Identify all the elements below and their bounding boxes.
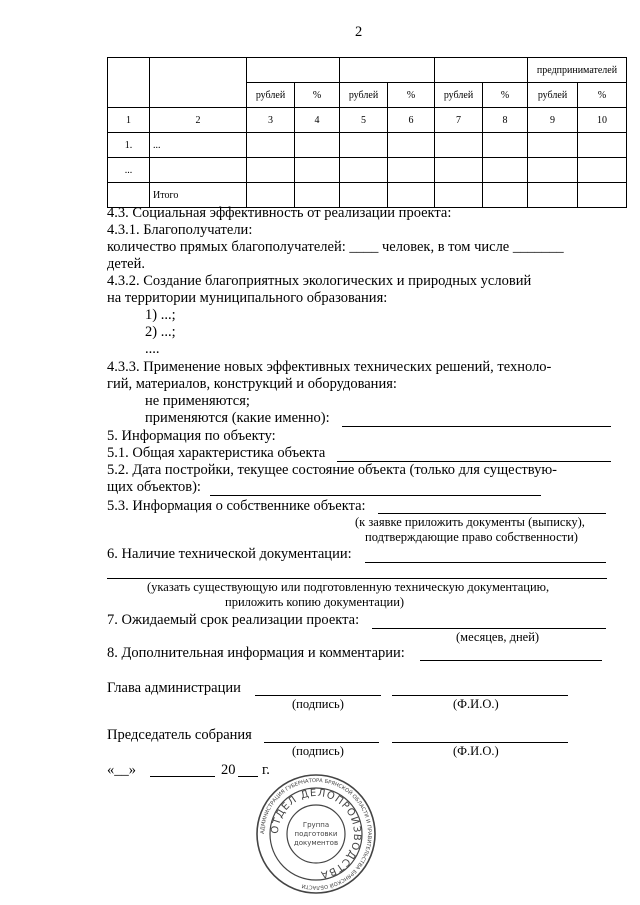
col-number: 1: [108, 108, 150, 133]
list-item: 1) ...;: [145, 307, 176, 323]
date-open: «__»: [107, 762, 136, 778]
stamp-center-1: Группа: [302, 821, 330, 829]
col-number: 8: [483, 108, 528, 133]
fill-line: [107, 578, 607, 579]
unit-header: рублей: [435, 83, 483, 108]
fill-line: [210, 495, 541, 496]
unit-header: рублей: [340, 83, 388, 108]
signature-line: [264, 742, 379, 743]
table-row: [108, 183, 627, 208]
owner-note-2: подтверждающие право собственности): [365, 530, 578, 544]
section-5-2-line2: щих объектов):: [107, 479, 201, 495]
stamp-ring-text: ОТДЕЛ ДЕЛОПРОИЗВОДСТВА: [269, 787, 363, 880]
date-year: 20: [221, 762, 236, 778]
date-line: [150, 776, 215, 777]
row-number: 1.: [108, 133, 150, 158]
fill-line: [378, 513, 606, 514]
owner-note-1: (к заявке приложить документы (выписку),: [355, 515, 585, 529]
stamp-center-2: подготовки: [294, 830, 338, 838]
unit-header: %: [388, 83, 435, 108]
date-g: г.: [262, 762, 270, 778]
tech-doc-note-2: приложить копию документации): [225, 595, 405, 609]
section-4-3: 4.3. Социальная эффективность от реализации проекта:: [107, 205, 452, 221]
beneficiaries-line: количество прямых благополучателей: ____ человек, в том числе _______: [107, 239, 564, 255]
section-4-3-3-line1: 4.3.3. Применение новых эффективных технических решений, техноло-: [107, 359, 552, 375]
children-label: детей.: [107, 256, 145, 272]
row-name: ...: [150, 133, 247, 158]
stamp-outer-text: АДМИНИСТРАЦИЯ ГУБЕРНАТОРА БРЯНСКОЙ ОБЛАСТИ И ПРАВИТЕЛЬСТВА БРЯНСКОЙ ОБЛАСТИ: [259, 777, 373, 891]
signature-caption: (подпись): [292, 697, 344, 711]
col-number: 3: [247, 108, 295, 133]
section-5-2-line1: 5.2. Дата постройки, текущее состояние объекта (только для существую-: [107, 462, 558, 478]
fill-line: [420, 660, 602, 661]
col-number: 9: [528, 108, 578, 133]
fill-line: [372, 628, 606, 629]
not-applied: не применяются;: [145, 393, 250, 409]
unit-header: рублей: [247, 83, 295, 108]
table-row: [108, 108, 627, 133]
table-row: [108, 133, 627, 158]
fio-caption: (Ф.И.О.): [453, 697, 499, 711]
section-6: 6. Наличие технической документации:: [107, 546, 352, 562]
section-4-3-2-line1: 4.3.2. Создание благоприятных экологических и природных условий: [107, 273, 532, 289]
col-number: 4: [295, 108, 340, 133]
unit-header: %: [483, 83, 528, 108]
signature-line: [255, 695, 381, 696]
fio-line: [392, 742, 568, 743]
fill-line: [342, 426, 611, 427]
col-number: 2: [150, 108, 247, 133]
total-label: Итого: [150, 183, 247, 208]
col-number: 5: [340, 108, 388, 133]
applied: применяются (какие именно):: [145, 410, 330, 426]
office-stamp: [255, 773, 377, 895]
head-admin-label: Глава администрации: [107, 680, 241, 696]
chairman-label: Председатель собрания: [107, 727, 252, 743]
section-7: 7. Ожидаемый срок реализации проекта:: [107, 612, 360, 628]
table-row: [108, 58, 627, 83]
fio-caption: (Ф.И.О.): [453, 744, 499, 758]
stamp-graphic: [255, 773, 377, 895]
unit-header: рублей: [528, 83, 578, 108]
fio-line: [392, 695, 568, 696]
section-5-3: 5.3. Информация о собственнике объекта:: [107, 498, 366, 514]
list-item: 2) ...;: [145, 324, 176, 340]
section-5: 5. Информация по объекту:: [107, 428, 276, 444]
stamp-center-3: документов: [293, 839, 339, 847]
tech-doc-note-1: (указать существующую или подготовленную техническую документацию,: [147, 580, 550, 594]
section-8: 8. Дополнительная информация и комментарии:: [107, 645, 405, 661]
col-number: 7: [435, 108, 483, 133]
header-entrepreneurs: предпринимателей: [528, 58, 627, 83]
table-row: [108, 158, 627, 183]
section-4-3-1: 4.3.1. Благополучатели:: [107, 222, 253, 238]
unit-header: %: [578, 83, 627, 108]
section-5-1: 5.1. Общая характеристика объекта: [107, 445, 326, 461]
col-number: 6: [388, 108, 435, 133]
list-item: ....: [145, 341, 160, 357]
term-note: (месяцев, дней): [456, 630, 540, 644]
section-4-3-2-line2: на территории муниципального образования:: [107, 290, 388, 306]
fill-line: [365, 562, 606, 563]
unit-header: %: [295, 83, 340, 108]
section-4-3-3-line2: гий, материалов, конструкций и оборудования:: [107, 376, 397, 392]
page-number: 2: [355, 24, 363, 40]
financing-table: [107, 57, 627, 208]
col-number: 10: [578, 108, 627, 133]
row-number: ...: [108, 158, 150, 183]
signature-caption: (подпись): [292, 744, 344, 758]
